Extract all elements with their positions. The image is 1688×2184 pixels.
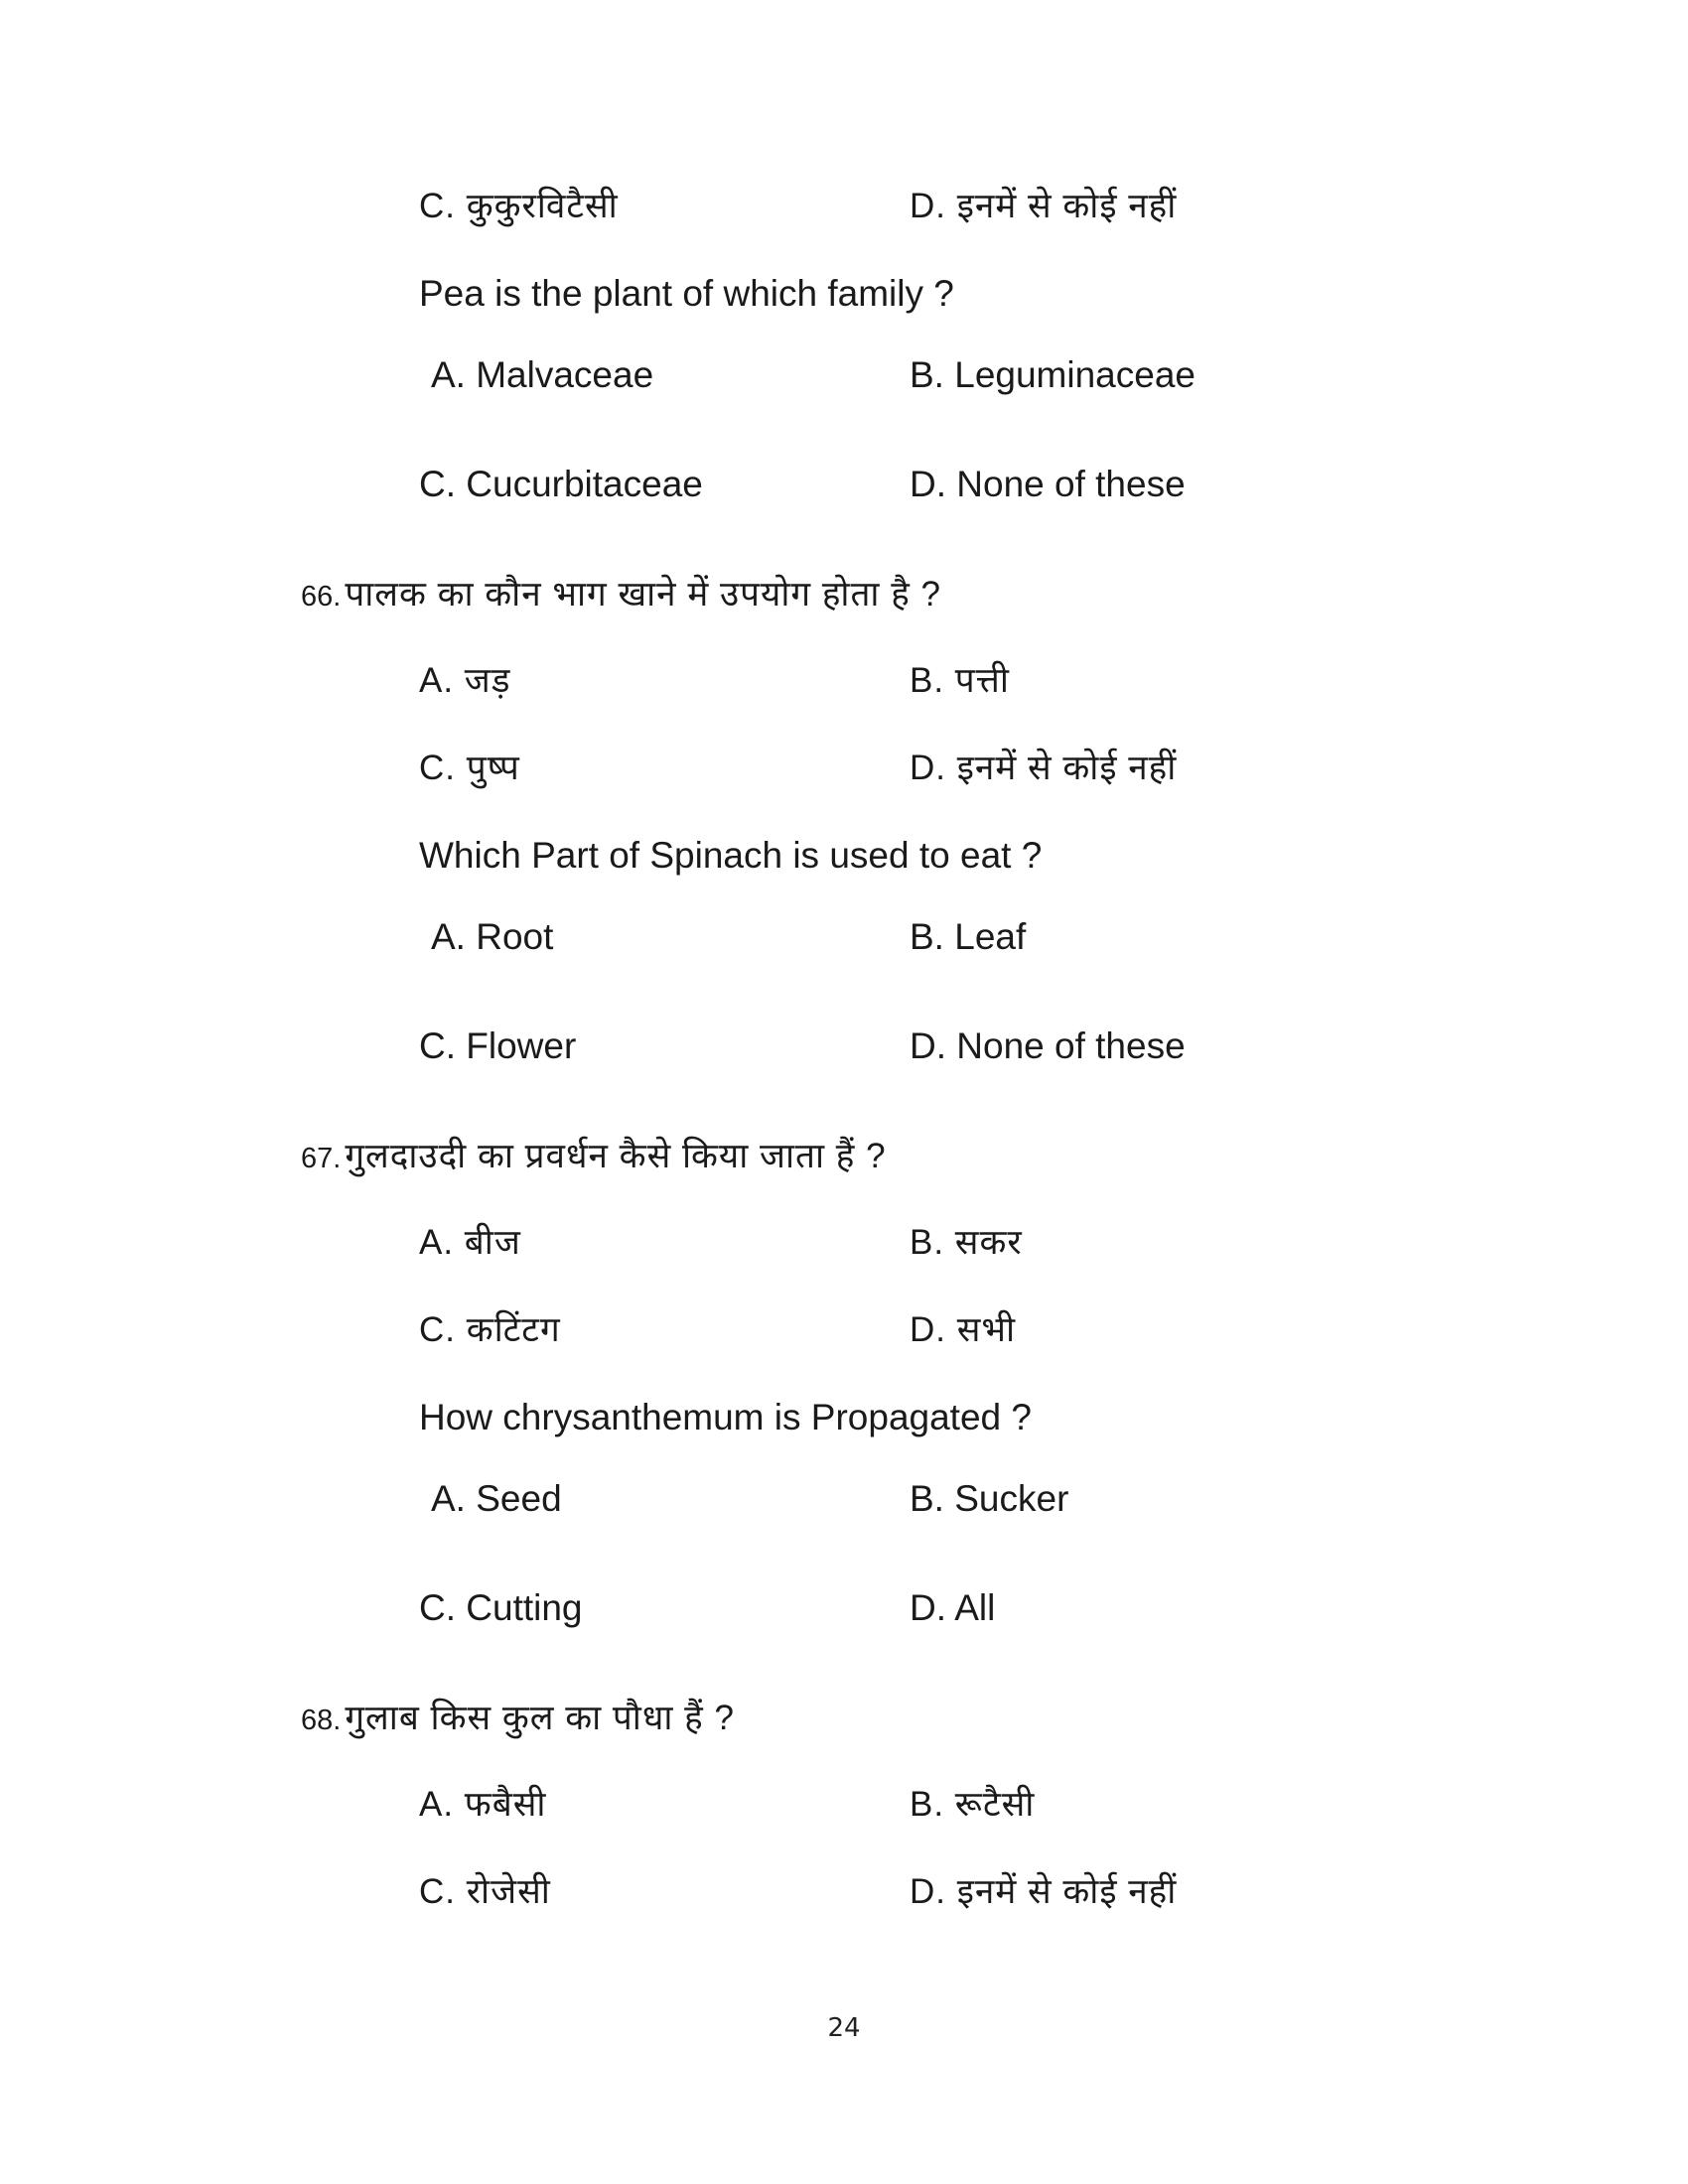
question-number: 67. xyxy=(301,1143,342,1174)
option-c-hindi: C. कटिंटग xyxy=(419,1310,561,1349)
option-a-english: A. Malvaceae xyxy=(431,354,654,395)
question-text-english: Which Part of Spinach is used to eat ? xyxy=(419,835,1043,876)
option-c-hindi: C. कुकुरविटैसी xyxy=(419,187,619,225)
option-b-hindi: B. पत्ती xyxy=(910,661,1010,700)
option-a-english: A. Seed xyxy=(431,1478,562,1519)
option-b-hindi: B. रूटैसी xyxy=(910,1785,1036,1824)
option-c-english: C. Flower xyxy=(419,1025,577,1066)
option-d-hindi: D. इनमें से कोई नहीं xyxy=(910,749,1178,787)
option-d-english: D. All xyxy=(910,1587,996,1628)
option-d-hindi: D. इनमें से कोई नहीं xyxy=(910,1872,1178,1911)
option-b-english: B. Sucker xyxy=(910,1478,1069,1519)
option-c-hindi: C. पुष्प xyxy=(419,749,520,787)
question-text-hindi: पालक का कौन भाग खाने में उपयोग होता है ? xyxy=(345,575,941,614)
question-text-hindi: गुलदाउदी का प्रवर्धन कैसे किया जाता हैं ? xyxy=(345,1137,887,1175)
option-c-english: C. Cucurbitaceae xyxy=(419,464,703,504)
option-a-hindi: A. जड़ xyxy=(419,661,511,700)
option-a-hindi: A. बीज xyxy=(419,1223,521,1262)
option-c-hindi: C. रोजेसी xyxy=(419,1872,551,1911)
question-text-english: How chrysanthemum is Propagated ? xyxy=(419,1397,1032,1437)
option-c-english: C. Cutting xyxy=(419,1587,583,1628)
option-d-hindi: D. सभी xyxy=(910,1310,1017,1349)
question-number: 68. xyxy=(301,1705,342,1736)
option-b-english: B. Leguminaceae xyxy=(910,354,1196,395)
option-d-english: D. None of these xyxy=(910,1025,1186,1066)
question-text-english: Pea is the plant of which family ? xyxy=(419,273,954,314)
option-b-english: B. Leaf xyxy=(910,916,1027,957)
page-number: 24 xyxy=(827,2013,861,2043)
question-67-hindi xyxy=(301,1134,887,1180)
option-d-hindi: D. इनमें से कोई नहीं xyxy=(910,187,1178,225)
option-d-english: D. None of these xyxy=(910,464,1186,504)
question-number: 66. xyxy=(301,581,342,613)
question-66-hindi xyxy=(301,572,941,618)
option-a-hindi: A. फबैसी xyxy=(419,1785,547,1824)
question-68-hindi xyxy=(301,1696,735,1742)
option-b-hindi: B. सकर xyxy=(910,1223,1023,1262)
option-a-english: A. Root xyxy=(431,916,554,957)
question-text-hindi: गुलाब किस कुल का पौधा हैं ? xyxy=(345,1699,735,1737)
